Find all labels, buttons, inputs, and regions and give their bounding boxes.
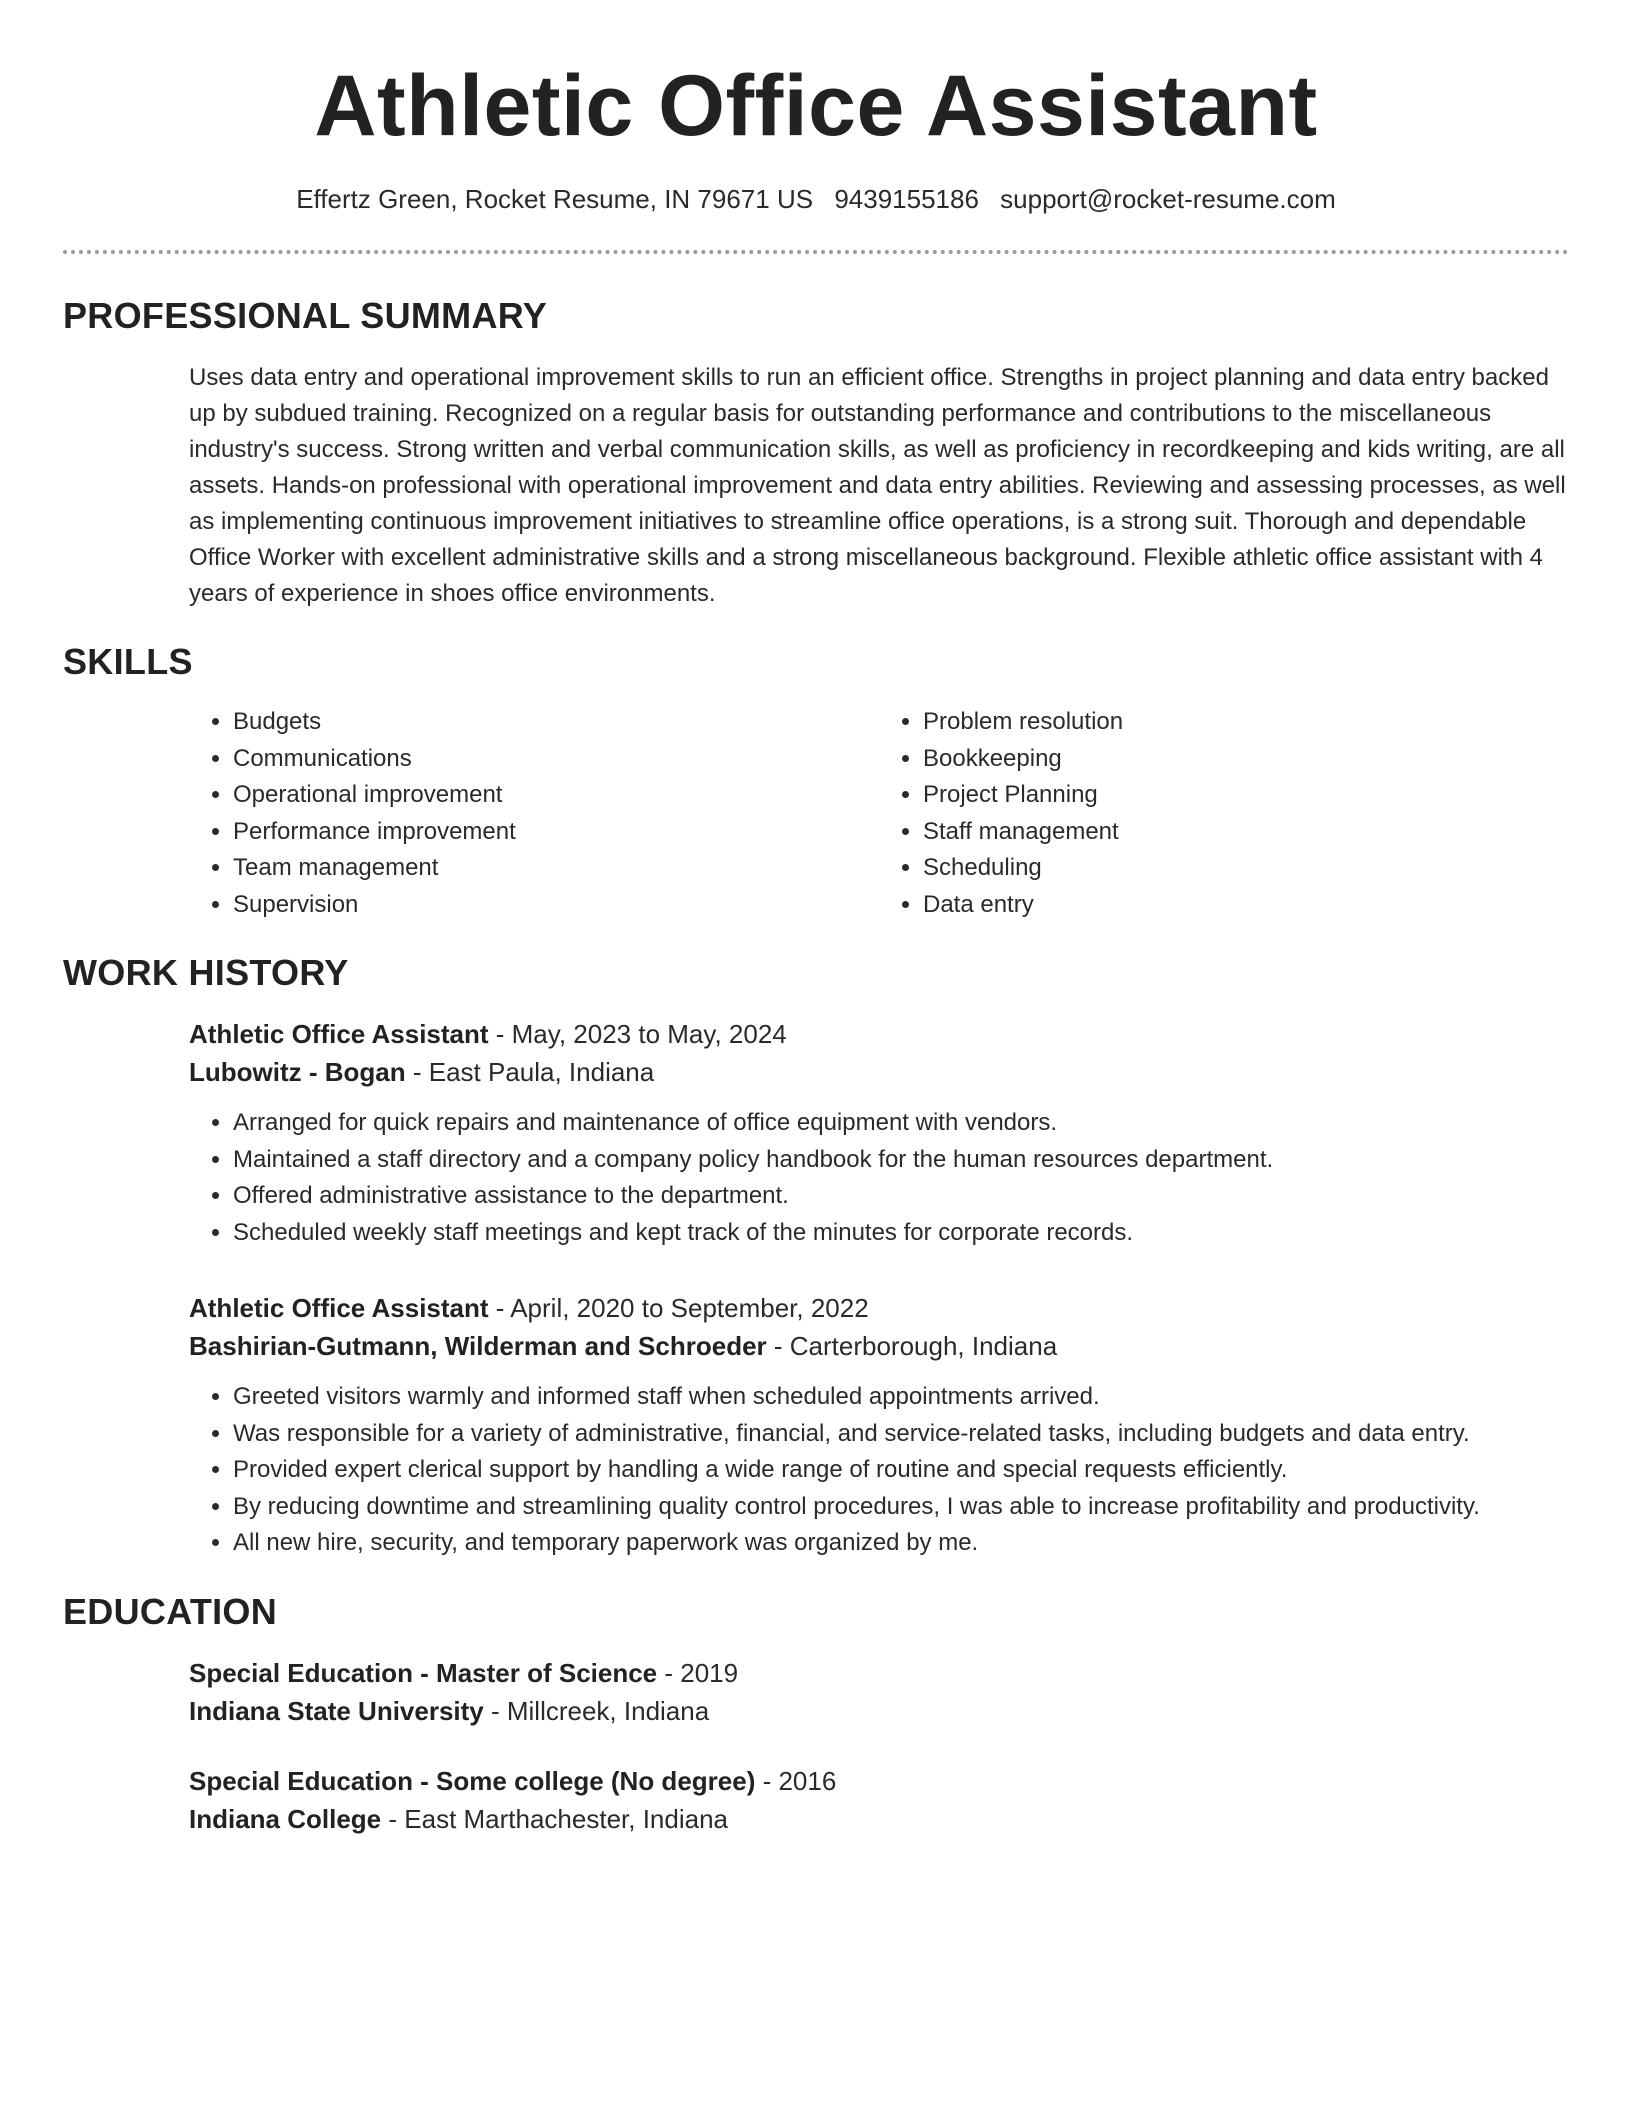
summary-body (189, 360, 1569, 612)
education-degree-line (189, 1762, 1569, 1800)
job-company-line (189, 1327, 1569, 1365)
education-location: - Millcreek, Indiana (483, 1695, 710, 1726)
skill-item: • Operational improvement (233, 777, 879, 814)
skill-item: • Bookkeeping (923, 741, 1569, 778)
skills-section (63, 640, 1569, 923)
skills-left-column (189, 704, 879, 923)
job-bullet: • Maintained a staff directory and a company policy handbook for the human resources department. (233, 1142, 1569, 1179)
work-section (63, 951, 1569, 1562)
education-year: - 2019 (657, 1657, 739, 1688)
skill-item: • Team management (233, 850, 879, 887)
skill-item: • Data entry (923, 887, 1569, 924)
education-degree: Special Education - Master of Science (189, 1657, 658, 1688)
summary-title: PROFESSIONAL SUMMARY (63, 295, 548, 336)
work-body (189, 1015, 1569, 1562)
contact-address: Effertz Green, Rocket Resume, IN 79671 US (296, 184, 814, 214)
skill-item: • Communications (233, 741, 879, 778)
job-entry (189, 1289, 1569, 1562)
job-title-line (189, 1015, 1569, 1053)
education-year: - 2016 (755, 1765, 837, 1796)
work-title: WORK HISTORY (63, 952, 349, 993)
education-school-line (189, 1800, 1569, 1838)
job-bullet: • Offered administrative assistance to the department. (233, 1178, 1569, 1215)
skill-item: • Scheduling (923, 850, 1569, 887)
job-bullets (189, 1105, 1569, 1251)
summary-text: Uses data entry and operational improvement skills to run an efficient office. Strengths in project planning and data entry backed up by subdued training. Recognized on a regular basis for outstanding performance and contributions to the miscellaneous industry's success. Strong written and verbal communication skills, as well as proficiency in recordkeeping and kids writing, are all assets. Hands-on professional with operational improvement and data entry abilities. Reviewing and assessing processes, as well as implementing continuous improvement initiatives to streamline office operations, is a strong suit. Thorough and dependable Office Worker with excellent administrative skills and a strong miscellaneous background. Flexible athletic office assistant with 4 years of experience in shoes office environments. (189, 364, 1566, 607)
education-entry (189, 1654, 1569, 1730)
job-bullet: • Was responsible for a variety of administrative, financial, and service-related tasks, including budgets and data entry. (233, 1416, 1569, 1453)
skill-item: • Performance improvement (233, 814, 879, 851)
skill-item: • Project Planning (923, 777, 1569, 814)
job-bullet: • Scheduled weekly staff meetings and kept track of the minutes for corporate records. (233, 1215, 1569, 1252)
skill-item: • Problem resolution (923, 704, 1569, 741)
job-role: Athletic Office Assistant (189, 1293, 489, 1323)
education-school: Indiana State University (189, 1695, 484, 1726)
resume-header (63, 0, 1569, 216)
education-section (63, 1590, 1569, 1838)
job-dates: - April, 2020 to September, 2022 (488, 1293, 869, 1323)
contact-email: support@rocket-resume.com (1000, 184, 1336, 214)
skills-right-column (879, 704, 1569, 923)
summary-section (63, 294, 1569, 612)
job-company: Lubowitz - Bogan (189, 1057, 406, 1087)
contact-line (63, 182, 1569, 216)
job-bullet: • Greeted visitors warmly and informed staff when scheduled appointments arrived. (233, 1379, 1569, 1416)
job-company-line (189, 1053, 1569, 1091)
job-bullet: • By reducing downtime and streamlining quality control procedures, I was able to increase profitability and productivity. (233, 1489, 1569, 1526)
skill-item: • Supervision (233, 887, 879, 924)
job-entry (189, 1015, 1569, 1251)
skills-body (189, 704, 1569, 923)
education-school: Indiana College (189, 1803, 382, 1834)
job-bullet: • Provided expert clerical support by handling a wide range of routine and special requests efficiently. (233, 1452, 1569, 1489)
education-entry (189, 1762, 1569, 1838)
job-role: Athletic Office Assistant (189, 1019, 489, 1049)
job-bullet: • All new hire, security, and temporary paperwork was organized by me. (233, 1525, 1569, 1562)
education-location: - East Marthachester, Indiana (381, 1803, 729, 1834)
job-location: - Carterborough, Indiana (766, 1331, 1058, 1361)
skills-title: SKILLS (63, 641, 193, 682)
job-bullets (189, 1379, 1569, 1562)
job-company: Bashirian-Gutmann, Wilderman and Schroeder (189, 1331, 767, 1361)
candidate-name: Athletic Office Assistant (314, 58, 1318, 154)
education-school-line (189, 1692, 1569, 1730)
job-dates: - May, 2023 to May, 2024 (488, 1019, 787, 1049)
education-degree-line (189, 1654, 1569, 1692)
header-divider (63, 250, 1569, 254)
education-degree: Special Education - Some college (No degree) (189, 1765, 756, 1796)
skills-grid (189, 704, 1569, 923)
education-title: EDUCATION (63, 1590, 278, 1632)
education-body (189, 1654, 1569, 1838)
job-title-line (189, 1289, 1569, 1327)
skill-item: • Budgets (233, 704, 879, 741)
contact-phone: 9439155186 (834, 184, 979, 214)
job-location: - East Paula, Indiana (405, 1057, 655, 1087)
skill-item: • Staff management (923, 814, 1569, 851)
job-bullet: • Arranged for quick repairs and maintenance of office equipment with vendors. (233, 1105, 1569, 1142)
